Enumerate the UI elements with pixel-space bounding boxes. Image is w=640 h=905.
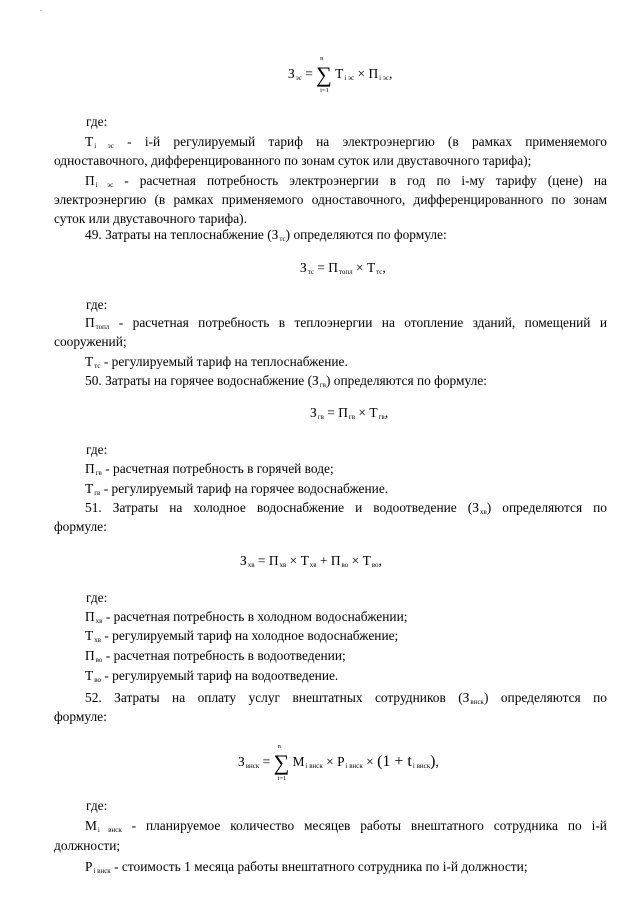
definition-line: $П_{гв}$ - расчетная потребность в горячей воде; bbox=[85, 461, 334, 477]
paragraph-52: 52. Затраты на оплату услуг внештатных сотрудников $(З_{внск})$ определяются по bbox=[85, 690, 607, 706]
document-page: . $З_{эс}$ = n ∑ i=1 $T_{i эс} \times П_{i эс}$, где: $T_{i эс} - i-й$ регулируемый тариф на электроэнергию (в рамках применяемого одноставочного, дифференцированного по зонам суток или двуставочного тарифа); $П_{i эс}$ - расчетная потребность электроэнергии в год по i-му тарифу (цене) на электроэнергию (в рамках применяемого одноставочного, дифференцированного по зонам суток или двуставочного тарифа). 49. Затраты на теплоснабжение $(З_{тс})$ определяются по формуле: $З_{тс} = П_{топл} \times T_{тс}$, где: $П_{топл}$ - расчетная потребность в теплоэнергии на отопление зданий, помещений и сооружений; $T_{тс}$ - регулируемый тариф на теплоснабжение. 50. Затраты на горячее водоснабжение $(З_{гв})$ определяются по формуле: $З_{гв} = П_{гв} \times T_{гв}$, где: $П_{гв}$ - расчетная потребность в горячей воде; $T_{гв}$ - регулируемый тариф на горячее водоснабжение. 51. Затраты на холодное водоснабжение и водоотведение $(З_{хв})$ определяются по формуле: $З_{хв} = П_{хв} \times T_{хв} + П_{во} \times T_{во}$, где: $П_{хв}$ - расчетная потребность в холодном водоснабжении; $T_{хв}$ - регулируемый тариф на холодное водоснабжение; $П_{во}$ - расчетная потребность в водоотведении; $T_{во}$ - регулируемый тариф на водоотведение. 52. Затраты на оплату услуг внештатных сотрудников $(З_{внск})$ определяются по формуле: $З_{внск}$ = n ∑ i=1 $M_{i внск} \times P_{i внск} \times (1 + t_{i внск})$, где: $M_{i внск}$ - планируемое количество месяцев работы внештатного сотрудника по i-й должности; $P_{i внск}$ - стоимость 1 месяца работы внештатного сотрудника по i-й должности; bbox=[0, 0, 640, 905]
definition-line: $T_{i эс} - i-й$ регулируемый тариф на электроэнергию (в рамках применяемого bbox=[85, 134, 607, 150]
definition-line: электроэнергию (в рамках применяемого одноставочного, дифференцированного по зонам bbox=[54, 192, 607, 207]
formula-electricity: $З_{эс}$ = n ∑ i=1 $T_{i эс} \times П_{i эс}$, bbox=[288, 55, 393, 94]
where-label: где: bbox=[86, 590, 108, 605]
definition-line: $M_{i внск}$ - планируемое количество месяцев работы внештатного сотрудника по i-й bbox=[85, 818, 607, 834]
paragraph-51: 51. Затраты на холодное водоснабжение и водоотведение $(З_{хв})$ определяются по bbox=[85, 500, 607, 516]
definition-line: $T_{тс}$ - регулируемый тариф на теплоснабжение. bbox=[85, 354, 348, 370]
paragraph-52-cont: формуле: bbox=[54, 709, 107, 724]
paragraph-51-cont: формуле: bbox=[54, 519, 107, 534]
definition-line: $П_{хв}$ - расчетная потребность в холодном водоснабжении; bbox=[85, 609, 408, 625]
formula-cold-water: $З_{хв} = П_{хв} \times T_{хв} + П_{во} \times T_{во}$, bbox=[240, 553, 382, 569]
definition-line: сооружений; bbox=[54, 334, 127, 349]
definition-line: $П_{во}$ - расчетная потребность в водоотведении; bbox=[85, 648, 346, 664]
formula-hot-water: $З_{гв} = П_{гв} \times T_{гв}$, bbox=[310, 405, 389, 421]
definition-line: должности; bbox=[54, 838, 121, 853]
definition-line: $П_{i эс}$ - расчетная потребность электроэнергии в год по i-му тарифу (цене) на bbox=[85, 173, 607, 189]
where-label: где: bbox=[86, 442, 108, 457]
formula-outside-staff: $З_{внск}$ = n ∑ i=1 $M_{i внск} \times P_{i внск} \times (1 + t_{i внск})$, bbox=[238, 743, 439, 782]
paragraph-49: 49. Затраты на теплоснабжение $(З_{тс})$ определяются по формуле: bbox=[85, 227, 447, 243]
where-label: где: bbox=[86, 297, 108, 312]
definition-line: суток или двуставочного тарифа). bbox=[54, 211, 247, 226]
definition-line: $P_{i внск}$ - стоимость 1 месяца работы внештатного сотрудника по i-й должности; bbox=[85, 859, 528, 875]
definition-line: $T_{во}$ - регулируемый тариф на водоотведение. bbox=[85, 668, 339, 684]
definition-line: $T_{хв}$ - регулируемый тариф на холодное водоснабжение; bbox=[85, 628, 399, 644]
formula-heating: $З_{тс} = П_{топл} \times T_{тс}$, bbox=[300, 260, 386, 276]
where-label: где: bbox=[86, 114, 108, 129]
definition-line: $T_{гв}$ - регулируемый тариф на горячее водоснабжение. bbox=[85, 481, 389, 497]
where-label: где: bbox=[86, 798, 108, 813]
definition-line: $П_{топл}$ - расчетная потребность в теплоэнергии на отопление зданий, помещений и bbox=[85, 315, 607, 331]
paragraph-50: 50. Затраты на горячее водоснабжение $(З_{гв})$ определяются по формуле: bbox=[85, 373, 487, 389]
definition-line: одноставочного, дифференцированного по зонам суток или двуставочного тарифа); bbox=[54, 153, 532, 168]
